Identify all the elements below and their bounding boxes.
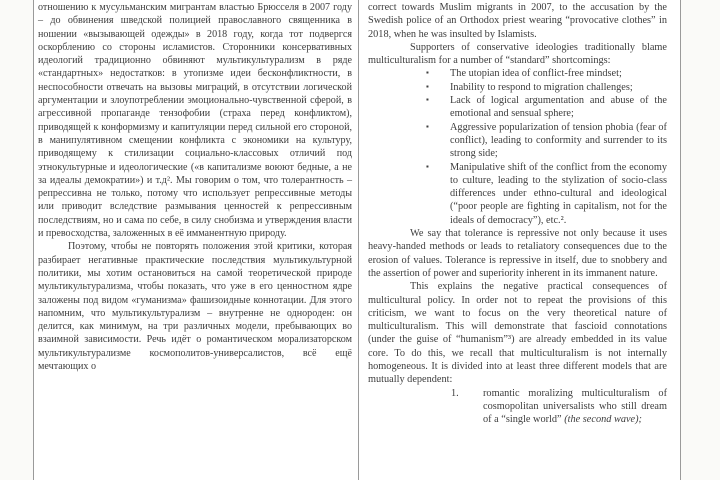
- bullet-item: [420, 67, 667, 80]
- paragraph: This explains the negative practical consequences of multicultural policy. In order not to repeat the provisions of this criticism, we want to focus on the very theoretical nature of multiculturalism. This will demonstrate that fascioid connotations (under the guise of “humanism”³) are already embedded in its value core. To do this, we recall that multiculturalism is not internally homogeneous. It is divided into at least three different models that are mutually dependent:: [368, 281, 667, 386]
- right-column-cell-english: [359, 0, 681, 480]
- page-margin-right: [681, 0, 720, 480]
- numbered-text: romantic moralizing multiculturalism of cosmopolitan universalists who still dream of a “single world”: [483, 387, 667, 426]
- bullet-icon: ▪: [426, 161, 429, 171]
- paragraph: We say that tolerance is repressive not only because it uses heavy-handed methods or leads to retaliatory consequences due to the erosion of values. Tolerance is repressive in itself, due to snobbery and the assertion of power and superiority inherent in its immanent nature.: [368, 228, 667, 279]
- bullet-text: Lack of logical argumentation and abuse of the emotional and sensual sphere;: [450, 95, 667, 120]
- bullet-item: [420, 161, 667, 227]
- bullet-icon: ▪: [426, 81, 429, 91]
- bullet-text: The utopian idea of conflict-free mindset;: [450, 68, 622, 80]
- paragraph: Supporters of conservative ideologies traditionally blame multiculturalism for a number of “standard” shortcomings:: [368, 41, 667, 67]
- bullet-text: Aggressive popularization of tension phobia (fear of conflict), leading to conformity and surrender to its strong side;: [450, 121, 667, 160]
- bullet-icon: ▪: [426, 95, 429, 105]
- numbered-item: [451, 387, 667, 427]
- page-margin-left: [0, 0, 33, 480]
- italic-annotation: (the second wave);: [564, 414, 642, 426]
- bullet-text: Manipulative shift of the conflict from the economy to culture, leading to the stylization of socio-class differences under ethno-cultural and ideological (“poor people are fighting in capitalism, not for the ideals of democracy”), etc.².: [450, 161, 667, 226]
- bullet-text: Inability to respond to migration challenges;: [450, 81, 633, 93]
- right-column-text: [359, 0, 680, 427]
- bullet-icon: ▪: [426, 121, 429, 131]
- paragraph: correct towards Muslim migrants in 2007, to the accusation by the Swedish police of an Orthodox priest wearing “provocative clothes” in 2018, when he was insulted by Islamists.: [368, 2, 667, 40]
- bullet-item: [420, 94, 667, 121]
- bullet-icon: ▪: [426, 68, 429, 78]
- paragraph: отношению к мусульманским мигрантам властью Брюсселя в 2007 году – до обвинения шведской полицией православного священника в ношении «вызывающей одежды» в 2018 году, когда тот подвергся оскорблению со стороны исламистов. Сторонники консервативных идеологий традиционно обвиняют мультикультурализм в ряде «стандартных» недостатков: в утопизме идеи бесконфликтности, в неспособности отвечать на вызовы миграций, в отсутствии логической аргументации и злоупотреблении эмоционально-чувственной сферой, в агрессивной пропаганде тензофобии (страха перед конфликтом), приводящей к конформизму и капитуляции перед сильной его стороной, в манипулятивном смещении конфликта с экономики на культуру, приводящему к стилизации социально-классовых отличий под этнокультурные и идеологические («в капитализме воюют бедные, а не за идеалы демократии») и т.д². Мы говорим о том, что толерантность – репрессивна не только, потому что использует репрессивные методы или приводит вследствие размывания ценностей к репрессивным последствиям, но и сама по себе, в силу снобизма и утверждения власти и превосходства, заложенных в её имманентную природу.: [38, 2, 352, 240]
- bullet-item: [420, 121, 667, 161]
- list-number: 1.: [451, 387, 459, 399]
- paragraph: Поэтому, чтобы не повторять положения этой критики, которая разбирает негативные практические последствия мультикультурной политики, мы хотим остановиться на самой теоретической природе мультикультурализма, чтобы показать, что уже в его ценностном ядре заложены под видом «гуманизма» фашизоидные коннотации. Для этого напомним, что мультикультурализм – внутренне не однороден: он делится, как минимум, на три различных модели, пребывающих во взаимной зависимости. Речь идёт о романтическом морализаторском мультикультурализме космополитов-универсалистов, всё ещё мечтающих о: [38, 241, 352, 373]
- left-column-cell-russian: [33, 0, 359, 480]
- bullet-item: [420, 81, 667, 94]
- left-column-text: [34, 0, 358, 373]
